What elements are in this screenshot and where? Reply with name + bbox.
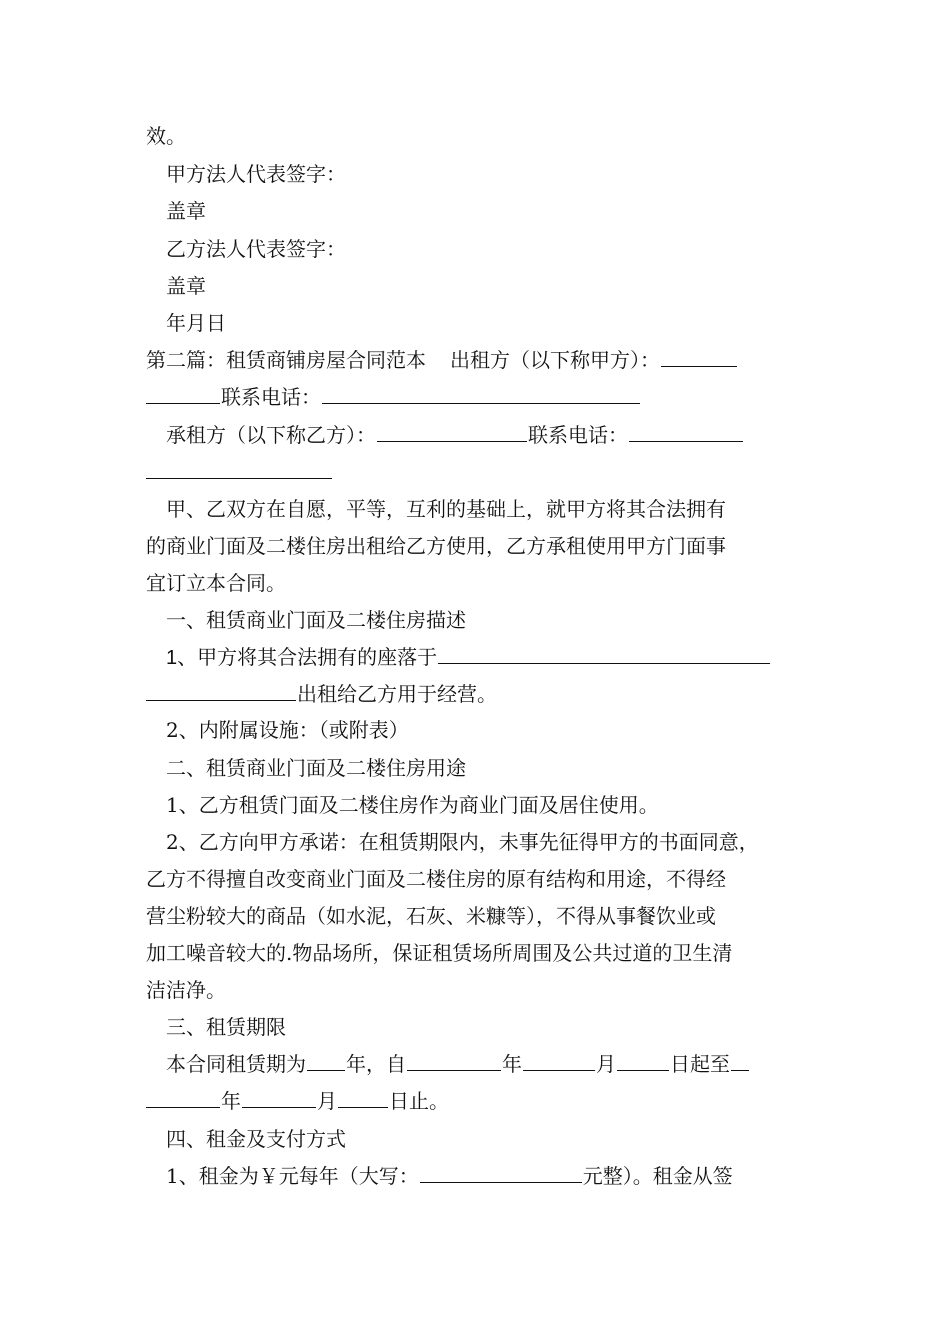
text-fragment: 月 [596,1052,616,1076]
text-fragment: 年月日 [166,311,226,335]
blank-underline [629,421,743,442]
text-fragment: 联系电话： [221,385,321,409]
blank-underline [146,1087,220,1108]
text-fragment: 承租方（以下称乙方）： [166,423,376,447]
text-fragment: 联系电话： [528,423,628,447]
paragraph-line [166,1050,810,1080]
paragraph-line [166,791,810,821]
paragraph-line [146,939,810,969]
text-fragment: 2、内附属设施：（或附表） [166,718,409,742]
date-line [166,309,810,339]
blank-underline [407,1050,501,1071]
paragraph-line [146,902,810,932]
text-fragment: 洁洁净。 [146,978,226,1002]
paragraph-line [166,828,810,858]
seal-label [166,197,810,227]
text-fragment: 年 [502,1052,522,1076]
text-line [166,421,810,451]
blank-underline [338,1087,388,1108]
signature-line-party-a [166,160,810,190]
blank-underline [438,643,770,664]
text-fragment: 甲方法人代表签字： [166,162,346,186]
blank-underline [146,383,220,404]
text-fragment: 乙方法人代表签字： [166,237,346,261]
section-heading [166,1125,810,1155]
text-fragment: 2、乙方向甲方承诺：在租赁期限内，未事先征得甲方的书面同意， [166,830,759,854]
text-fragment: 营尘粉较大的商品（如水泥，石灰、米糠等），不得从事餐饮业或 [146,904,716,928]
text-fragment: 效。 [146,124,186,148]
text-fragment: 1、乙方租赁门面及二楼住房作为商业门面及居住使用。 [166,793,659,817]
text-fragment: 出租给乙方用于经营。 [297,682,497,706]
section-heading [166,1013,810,1043]
blank-underline [661,346,737,367]
blank-underline [307,1050,345,1071]
blank-underline [322,383,640,404]
text-fragment: 日起至 [670,1052,730,1076]
text-fragment: 1、甲方将其合法拥有的座落于 [166,647,438,669]
blank-underline [731,1050,749,1071]
paragraph-line [146,532,810,562]
text-fragment: 年 [221,1089,241,1113]
blank-underline [146,458,332,479]
text-fragment: 日止。 [389,1089,449,1113]
blank-underline [146,680,296,701]
paragraph-line [166,495,810,525]
text-fragment: 二、租赁商业门面及二楼住房用途 [166,756,466,780]
seal-label [166,272,810,302]
text-fragment: 年，自 [346,1052,406,1076]
paragraph-line [166,1162,810,1192]
blank-underline [242,1087,316,1108]
text-fragment: 宜订立本合同。 [146,571,286,595]
text-fragment: 盖章 [166,274,206,298]
paragraph-line [146,680,810,710]
chapter-title: 第二篇：租赁商铺房屋合同范本 [146,348,426,372]
signature-line-party-b [166,235,810,265]
text-fragment: 出租方（以下称甲方）： [450,348,660,372]
text-fragment: 的商业门面及二楼住房出租给乙方使用，乙方承租使用甲方门面事 [146,534,726,558]
text-fragment: 四、租金及支付方式 [166,1127,346,1151]
text-fragment: 1、租金为￥元每年（大写： [166,1164,419,1188]
text-fragment: 三、租赁期限 [166,1015,286,1039]
text-line [146,458,810,488]
text-fragment: 盖章 [166,199,206,223]
text-fragment: 一、租赁商业门面及二楼住房描述 [166,608,466,632]
blank-underline [377,421,527,442]
paragraph-line [166,643,810,673]
text-line [146,383,810,413]
section-heading [166,606,810,636]
text-fragment: 加工噪音较大的.物品场所，保证租赁场所周围及公共过道的卫生清 [146,941,733,965]
paragraph-line [146,865,810,895]
blank-underline [420,1162,582,1183]
text-fragment: 元整）。租金从签 [582,1164,733,1188]
paragraph-line [146,1087,810,1117]
blank-underline [523,1050,595,1071]
text-fragment: 甲、乙双方在自愿，平等，互利的基础上，就甲方将其合法拥有 [166,497,726,521]
paragraph-line [166,716,810,746]
blank-underline [617,1050,669,1071]
paragraph-line [146,569,810,599]
text-fragment: 乙方不得擅自改变商业门面及二楼住房的原有结构和用途，不得经 [146,867,726,891]
section-heading-line [146,346,810,376]
text-fragment: 月 [317,1089,337,1113]
paragraph-line [146,976,810,1006]
text-line [146,122,810,152]
section-heading [166,754,810,784]
text-fragment: 本合同租赁期为 [166,1052,306,1076]
